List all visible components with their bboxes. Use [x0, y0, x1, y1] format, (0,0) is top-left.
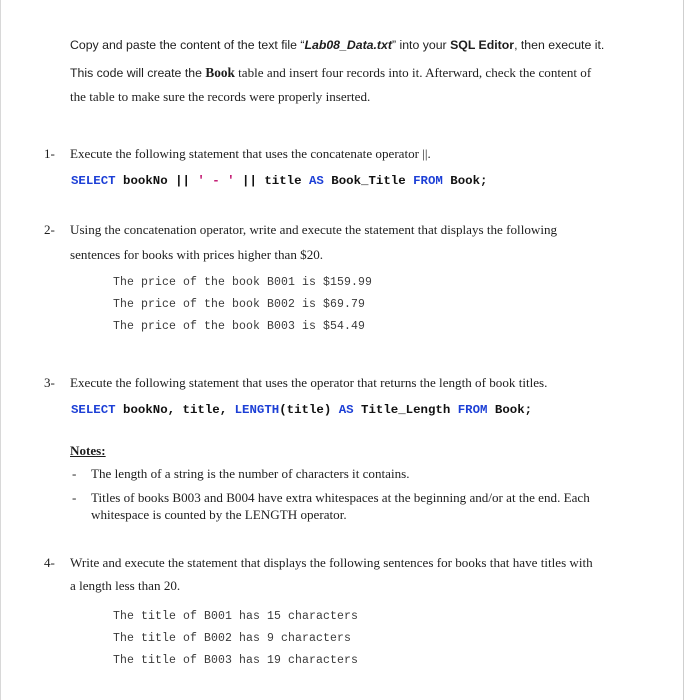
q1-code-part-3: Book_Title	[323, 174, 414, 188]
q1-kw-as: AS	[308, 174, 324, 188]
intro-line-1	[70, 38, 604, 52]
notes-bullet-2: -	[72, 490, 77, 505]
q2-line-2: sentences for books with prices higher than $20.	[70, 247, 324, 262]
q3-kw-from: FROM	[457, 403, 488, 417]
q1-text: Execute the following statement that uses the concatenate operator ||.	[70, 146, 431, 161]
q1-kw-from: FROM	[413, 174, 443, 188]
intro-line-3: the table to make sure the records were properly inserted.	[70, 89, 371, 104]
q1-code-part-1: bookNo ||	[115, 174, 198, 188]
q2-line-1: Using the concatenation operator, write and execute the statement that displays the following	[70, 222, 558, 237]
q4-number: 4-	[44, 555, 55, 570]
book-table-name: Book	[205, 65, 235, 80]
intro-text-d: This code will create the	[70, 66, 206, 80]
q4-line-1: Write and execute the statement that displays the following sentences for books that have titles with	[70, 555, 593, 570]
notes-bullet-1: -	[72, 466, 77, 481]
q3-kw-as: AS	[338, 403, 354, 417]
q2-output-line-3: The price of the book B003 is $54.49	[113, 320, 366, 333]
notes-item-1: The length of a string is the number of characters it contains.	[91, 466, 410, 481]
q1-sql-code	[71, 174, 487, 188]
q2-output-line-1: The price of the book B001 is $159.99	[113, 276, 373, 289]
intro-text-b: ” into your	[391, 38, 451, 52]
q4-line-2: a length less than 20.	[70, 578, 181, 593]
q3-code-part-3: Title_Length	[353, 403, 458, 417]
notes-heading: Notes:	[70, 443, 106, 458]
intro-text-c: , then execute it.	[514, 38, 605, 52]
q1-code-part-2: || title	[234, 174, 309, 188]
data-file-name: Lab08_Data.txt	[304, 38, 392, 52]
q1-number: 1-	[44, 146, 55, 161]
page-left-edge	[0, 0, 1, 700]
q3-code-part-4: Book;	[487, 403, 533, 417]
q3-kw-length: LENGTH	[234, 403, 280, 417]
q2-number: 2-	[44, 222, 55, 237]
q3-sql-code	[71, 403, 532, 417]
intro-line-2	[70, 64, 591, 82]
q1-kw-select: SELECT	[71, 174, 116, 188]
page-right-edge	[683, 0, 684, 700]
q3-number: 3-	[44, 375, 55, 390]
q3-kw-select: SELECT	[71, 403, 116, 417]
q4-output-line-2: The title of B002 has 9 characters	[113, 632, 352, 645]
q3-code-part-2: (title)	[279, 403, 339, 417]
q1-code-part-4: Book;	[442, 174, 488, 188]
q3-text: Execute the following statement that uses the operator that returns the length of book titles.	[70, 375, 548, 390]
q4-output-line-1: The title of B001 has 15 characters	[113, 610, 359, 623]
notes-item-2-line-1: Titles of books B003 and B004 have extra whitespaces at the beginning and/or at the end. Each	[91, 490, 590, 505]
notes-item-2-line-2: whitespace is counted by the LENGTH operator.	[91, 507, 347, 522]
intro-text-e: table and insert four records into it. Afterward, check the content of	[234, 65, 592, 80]
q4-output-line-3: The title of B003 has 19 characters	[113, 654, 359, 667]
intro-text-a: Copy and paste the content of the text file “	[70, 38, 305, 52]
q1-string-literal: ' - '	[197, 174, 235, 188]
q2-output-line-2: The price of the book B002 is $69.79	[113, 298, 366, 311]
q3-code-part-1: bookNo, title,	[115, 403, 235, 417]
sql-editor-label: SQL Editor	[450, 38, 515, 52]
